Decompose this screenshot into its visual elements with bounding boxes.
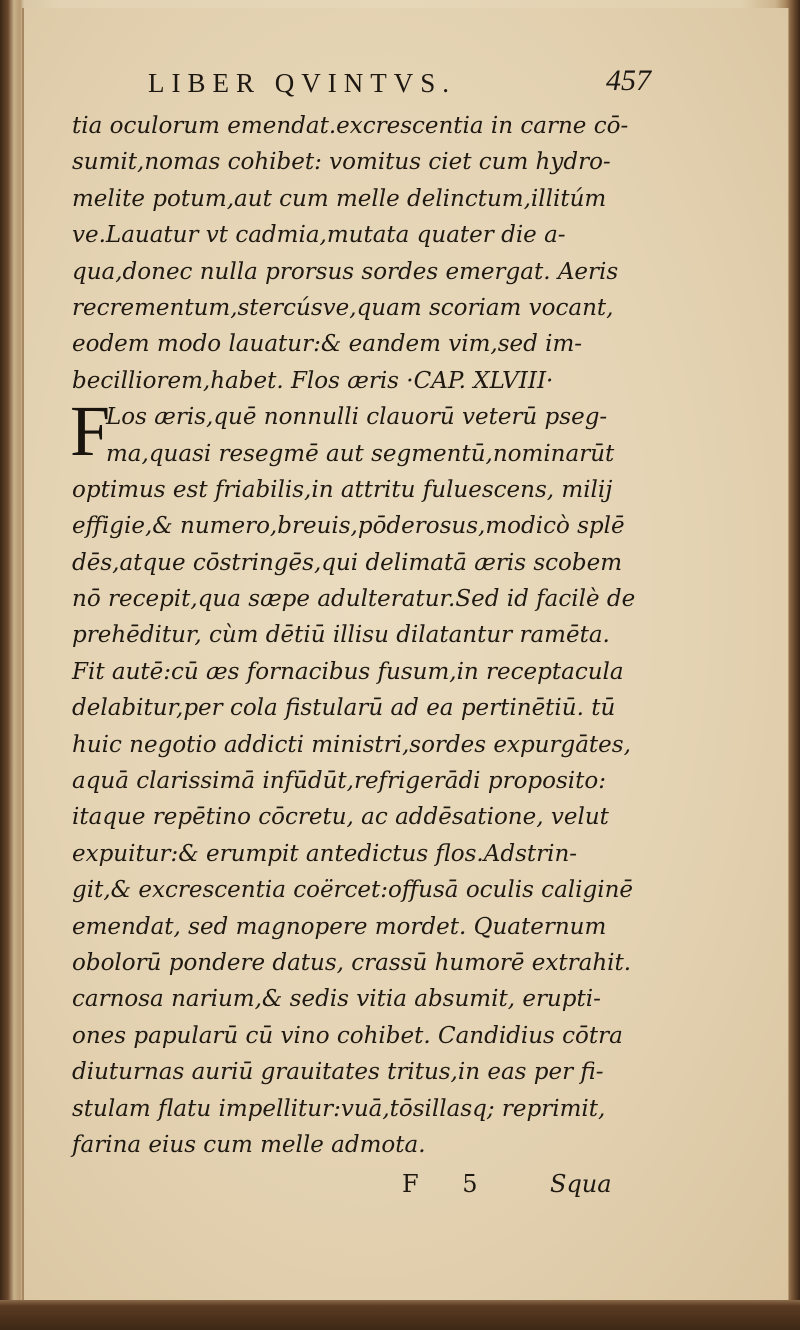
text-line: ones papularū cū vino cohibet. Candidius cōtra	[72, 1022, 623, 1049]
page-footer	[24, 1170, 788, 1210]
text-line: Fit autē:cū æs fornacibus fusum,in receptacula	[72, 658, 624, 685]
text-line: recrementum,stercúsve,quam scoriam vocant,	[72, 294, 614, 321]
text-line: obolorū pondere datus, crassū humorē extrahit.	[72, 949, 632, 976]
text-line: ma,quasi resegmē aut segmentū,nominarūt	[106, 440, 615, 467]
text-line: itaque repētino cōcretu, ac addēsatione, velut	[72, 804, 609, 831]
text-line: farina eius cum melle admota.	[72, 1131, 426, 1158]
text-line: huic negotio addicti ministri,sordes expurgātes,	[72, 731, 631, 758]
text-line: diuturnas auriū grauitates tritus,in eas per fi-	[72, 1059, 604, 1086]
catchword: Squa	[550, 1170, 612, 1198]
chapter-heading-line: becilliorem,habet. Flos æris ·CAP. XLVIII·	[72, 367, 554, 394]
chapter-opening	[70, 391, 632, 472]
book-page	[22, 8, 789, 1304]
signature-mark: F 5	[402, 1170, 496, 1198]
text-line: stulam flatu impellitur:vuā,tōsillasq; reprimit,	[72, 1095, 606, 1122]
text-line: git,& excrescentia coërcet:offusā oculis caliginē	[72, 877, 633, 904]
text-line: emendat, sed magnopere mordet. Quaternum	[72, 913, 607, 940]
text-line: aquā clarissimā infūdūt,refrigerādi proposito:	[72, 768, 606, 795]
text-line: tia oculorum emendat.excrescentia in carne cō-	[72, 113, 629, 139]
text-line: sumit,nomas cohibet: vomitus ciet cum hydro-	[72, 149, 611, 176]
text-line: carnosa narium,& sedis vitia absumit, erupti-	[72, 986, 601, 1013]
text-line: nō recepit,qua sæpe adulteratur.Sed id facilè de	[72, 586, 636, 613]
text-line: ve.Lauatur vt cadmia,mutata quater die a-	[72, 222, 566, 249]
body-text	[70, 108, 636, 1163]
text-line: dēs,atque cōstringēs,qui delimatā æris scobem	[72, 549, 623, 576]
book-bottom-edge	[0, 1300, 800, 1330]
text-line: Los æris,quē nonnulli clauorū veterū pseg-	[106, 404, 608, 431]
text-line: effigie,& numero,breuis,pōderosus,modicò splē	[72, 513, 625, 540]
drop-cap: F	[70, 391, 111, 472]
text-line: optimus est friabilis,in attritu fuluescens, milij	[72, 476, 613, 503]
text-line: delabitur,per cola fistularū ad ea pertinētiū. tū	[72, 695, 616, 722]
text-line: eodem modo lauatur:& eandem vim,sed im-	[72, 331, 583, 358]
text-line: qua,donec nulla prorsus sordes emergat. Aeris	[72, 258, 619, 285]
running-head: LIBER QVINTVS.	[148, 68, 456, 98]
text-line: expuitur:& erumpit antedictus flos.Adstrin-	[72, 840, 578, 867]
page-number: 457	[606, 64, 651, 97]
page-header	[24, 66, 788, 106]
text-line: prehēditur, cùm dētiū illisu dilatantur ramēta.	[72, 622, 610, 649]
text-line: melite potum,aut cum melle delinctum,illitúm	[72, 185, 607, 212]
